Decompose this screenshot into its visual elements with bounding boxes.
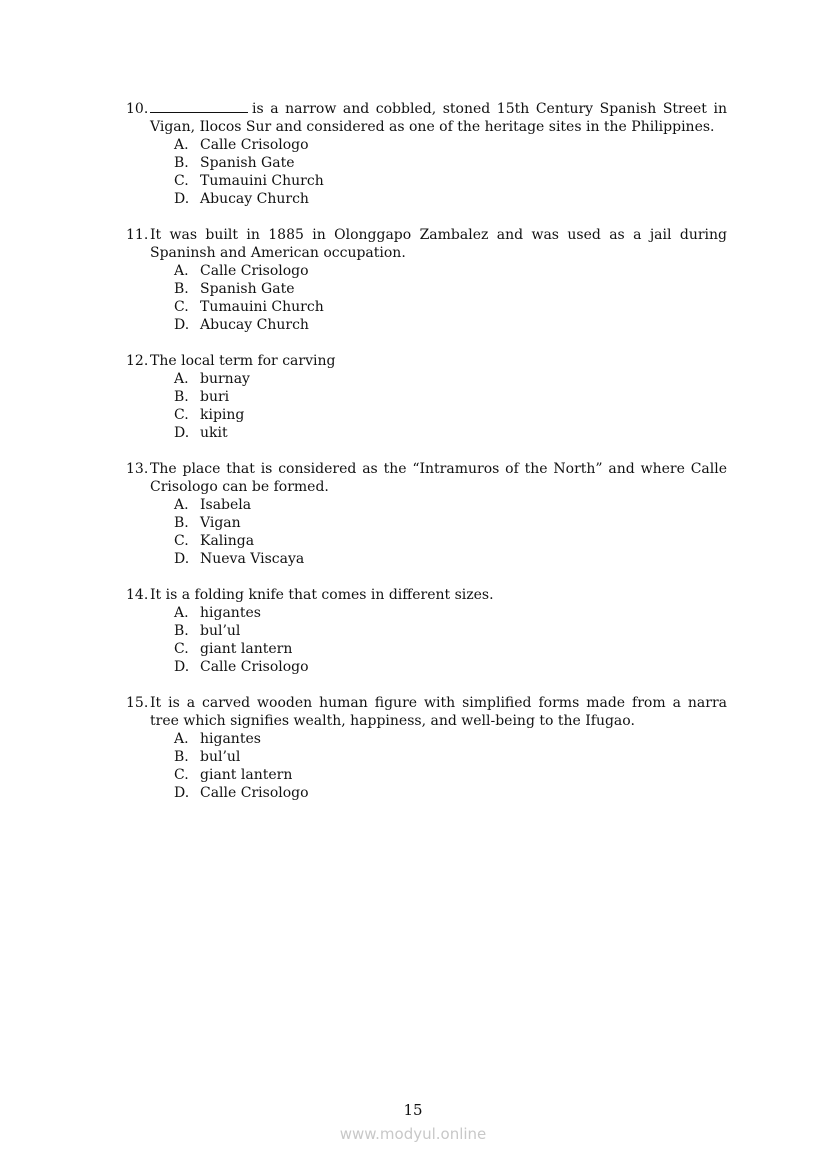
option-text: Calle Crisologo	[200, 137, 309, 153]
option-text: Calle Crisologo	[200, 785, 309, 801]
option-label: D.	[174, 317, 190, 333]
option-text: giant lantern	[200, 641, 293, 657]
option-item	[126, 316, 727, 334]
option-label: C.	[174, 299, 189, 315]
option-text: Isabela	[200, 497, 252, 513]
question-stem	[126, 460, 727, 496]
option-text: Spanish Gate	[200, 281, 295, 297]
option-label: C.	[174, 767, 189, 783]
option-item	[126, 514, 727, 532]
question-item	[126, 694, 727, 802]
question-stem	[126, 694, 727, 730]
option-text: Calle Crisologo	[200, 659, 309, 675]
question-stem	[126, 100, 727, 136]
option-text: bul’ul	[200, 749, 241, 765]
option-label: B.	[174, 155, 189, 171]
option-label: B.	[174, 749, 189, 765]
question-item	[126, 100, 727, 208]
option-text: bul’ul	[200, 623, 241, 639]
question-text: It was built in 1885 in Olonggapo Zambalez and was used as a jail during Spaninsh and American occupation.	[150, 227, 727, 261]
question-item	[126, 586, 727, 676]
option-item	[126, 298, 727, 316]
option-label: D.	[174, 785, 190, 801]
question-text-wrap	[150, 460, 727, 496]
option-label: B.	[174, 515, 189, 531]
option-text: higantes	[200, 605, 261, 621]
option-text: burnay	[200, 371, 250, 387]
question-number: 13.	[126, 461, 149, 477]
option-item	[126, 406, 727, 424]
option-text: buri	[200, 389, 230, 405]
question-list	[126, 100, 727, 820]
question-number: 11.	[126, 227, 149, 243]
option-label: A.	[174, 731, 189, 747]
option-label: A.	[174, 371, 189, 387]
options-list	[126, 136, 727, 208]
option-item	[126, 622, 727, 640]
option-text: Spanish Gate	[200, 155, 295, 171]
option-label: A.	[174, 605, 189, 621]
option-item	[126, 280, 727, 298]
option-item	[126, 550, 727, 568]
question-number: 10.	[126, 101, 149, 117]
options-list	[126, 730, 727, 802]
option-label: A.	[174, 497, 189, 513]
option-label: C.	[174, 173, 189, 189]
question-stem	[126, 352, 727, 370]
question-text: is a narrow and cobbled, stoned 15th Century Spanish Street in Vigan, Ilocos Sur and considered as one of the heritage sites in the Philippines.	[150, 101, 727, 135]
question-item	[126, 460, 727, 568]
question-text-wrap	[150, 352, 727, 370]
option-label: D.	[174, 425, 190, 441]
option-text: Tumauini Church	[200, 173, 324, 189]
question-number: 15.	[126, 695, 149, 711]
option-text: Abucay Church	[200, 317, 309, 333]
question-stem	[126, 586, 727, 604]
option-item	[126, 136, 727, 154]
option-text: Nueva Viscaya	[200, 551, 305, 567]
option-item	[126, 262, 727, 280]
question-text: The local term for carving	[150, 353, 336, 369]
option-item	[126, 730, 727, 748]
options-list	[126, 604, 727, 676]
option-item	[126, 388, 727, 406]
option-text: giant lantern	[200, 767, 293, 783]
option-text: ukit	[200, 425, 228, 441]
option-label: D.	[174, 191, 190, 207]
question-text-wrap	[150, 694, 727, 730]
option-label: B.	[174, 281, 189, 297]
option-item	[126, 532, 727, 550]
page-number: 15	[403, 1101, 423, 1119]
option-item	[126, 370, 727, 388]
question-text: The place that is considered as the “Intramuros of the North” and where Calle Crisologo can be formed.	[150, 461, 727, 495]
options-list	[126, 496, 727, 568]
option-label: B.	[174, 623, 189, 639]
question-text: It is a folding knife that comes in different sizes.	[150, 587, 494, 603]
option-label: D.	[174, 551, 190, 567]
option-item	[126, 658, 727, 676]
option-item	[126, 424, 727, 442]
option-text: higantes	[200, 731, 261, 747]
option-label: D.	[174, 659, 190, 675]
option-label: A.	[174, 137, 189, 153]
answer-blank	[150, 100, 248, 113]
option-item	[126, 604, 727, 622]
option-label: C.	[174, 641, 189, 657]
question-stem	[126, 226, 727, 262]
option-item	[126, 496, 727, 514]
question-number: 12.	[126, 353, 149, 369]
question-text-wrap	[150, 100, 727, 136]
options-list	[126, 370, 727, 442]
question-text-wrap	[150, 586, 727, 604]
option-text: Calle Crisologo	[200, 263, 309, 279]
option-text: kiping	[200, 407, 245, 423]
option-label: C.	[174, 533, 189, 549]
option-text: Tumauini Church	[200, 299, 324, 315]
option-text: Vigan	[200, 515, 241, 531]
option-item	[126, 640, 727, 658]
option-label: A.	[174, 263, 189, 279]
options-list	[126, 262, 727, 334]
option-text: Abucay Church	[200, 191, 309, 207]
option-label: B.	[174, 389, 189, 405]
option-item	[126, 154, 727, 172]
option-item	[126, 784, 727, 802]
watermark: www.modyul.online	[339, 1125, 487, 1143]
question-text-wrap	[150, 226, 727, 262]
option-item	[126, 190, 727, 208]
question-item	[126, 352, 727, 442]
option-text: Kalinga	[200, 533, 255, 549]
option-item	[126, 172, 727, 190]
option-label: C.	[174, 407, 189, 423]
option-item	[126, 766, 727, 784]
option-item	[126, 748, 727, 766]
question-item	[126, 226, 727, 334]
question-text: It is a carved wooden human figure with simplified forms made from a narra tree which signifies wealth, happiness, and well-being to the Ifugao.	[150, 695, 727, 729]
question-number: 14.	[126, 587, 149, 603]
